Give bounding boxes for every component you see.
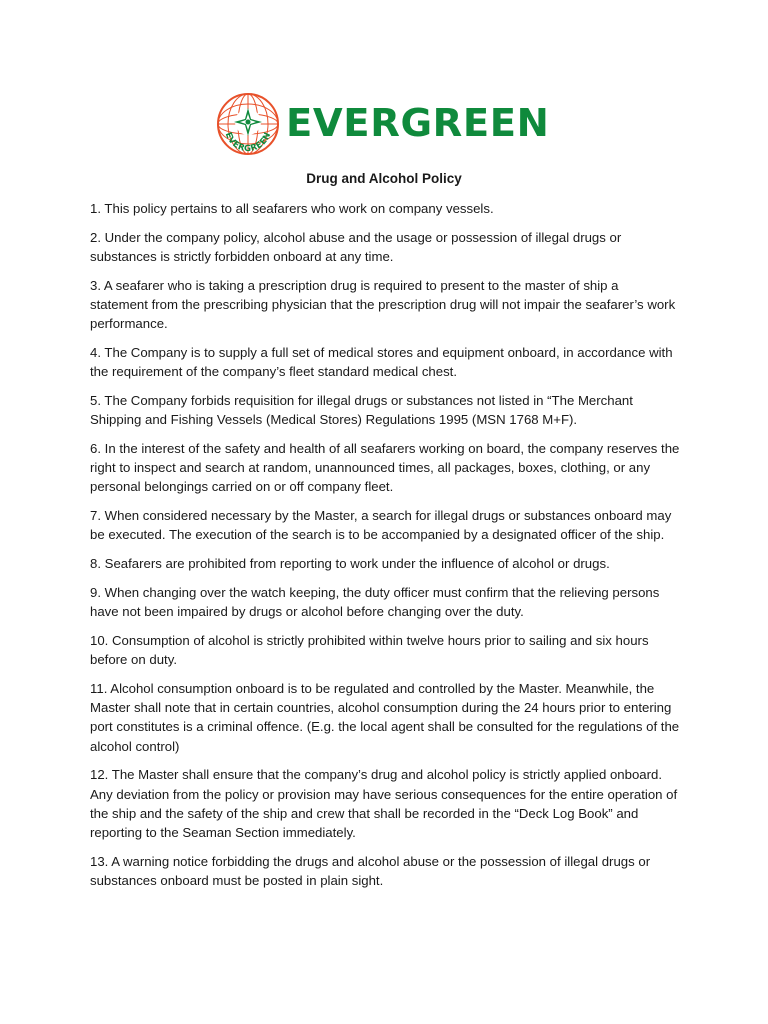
brand-name: EVERGREEN <box>286 101 550 146</box>
policy-item-12: 12. The Master shall ensure that the company’s drug and alcohol policy is strictly applied onboard. Any deviation from the policy or provision may have serious consequences for the entire operation of the ship and the safety of the ship and crew that shall be recorded in the “Deck Log Book” and reporting to the Seaman Section immediately. <box>90 767 678 841</box>
policy-item-8: 8. Seafarers are prohibited from reporting to work under the influence of alcohol or drugs. <box>90 556 610 572</box>
svg-text:EVERGREEN: EVERGREEN <box>222 130 274 155</box>
policy-item-3: 3. A seafarer who is taking a prescription drug is required to present to the master of ship a statement from the prescribing physician that the prescription drug will not impair the seafarer’s work performance. <box>90 277 676 332</box>
policy-item-10: 10. Consumption of alcohol is strictly prohibited within twelve hours prior to sailing and six hours before on duty. <box>90 633 649 668</box>
page-title: Drug and Alcohol Policy <box>306 171 462 186</box>
policy-item-6: 6. In the interest of the safety and health of all seafarers working on board, the company reserves the right to inspect and search at random, unannounced times, all packages, boxes, clothing, or any personal belongings carried on or off company fleet. <box>90 441 680 495</box>
policy-item-2: 2. Under the company policy, alcohol abuse and the usage or possession of illegal drugs or substances is strictly forbidden onboard at any time. <box>90 229 622 264</box>
policy-item-9: 9. When changing over the watch keeping, the duty officer must confirm that the relieving persons have not been impaired by drugs or alcohol before changing over the duty. <box>90 585 660 620</box>
company-logo <box>216 92 556 160</box>
evergreen-emblem-icon <box>216 92 280 156</box>
policy-item-4: 4. The Company is to supply a full set of medical stores and equipment onboard, in accordance with the requirement of the company’s fleet standard medical chest. <box>90 345 673 380</box>
policy-item-13: 13. A warning notice forbidding the drugs and alcohol abuse or the possession of illegal drugs or substances onboard must be posted in plain sight. <box>90 853 651 889</box>
policy-item-5: 5. The Company forbids requisition for illegal drugs or substances not listed in “The Merchant Shipping and Fishing Vessels (Medical Stores) Regulations 1995 (MSN 1768 M+F). <box>90 393 633 428</box>
policy-item-7: 7. When considered necessary by the Master, a search for illegal drugs or substances onboard may be executed. The execution of the search is to be accompanied by a designated officer of the ship. <box>90 508 672 543</box>
policy-item-11: 11. Alcohol consumption onboard is to be regulated and controlled by the Master. Meanwhile, the Master shall note that in certain countries, alcohol consumption during the 24 hours prior to entering port constitutes is a criminal offence. (E.g. the local agent shall be consulted for the regulations of the alcohol control) <box>90 681 680 754</box>
policy-list <box>90 199 680 900</box>
policy-item-1: 1. This policy pertains to all seafarers who work on company vessels. <box>90 201 494 216</box>
